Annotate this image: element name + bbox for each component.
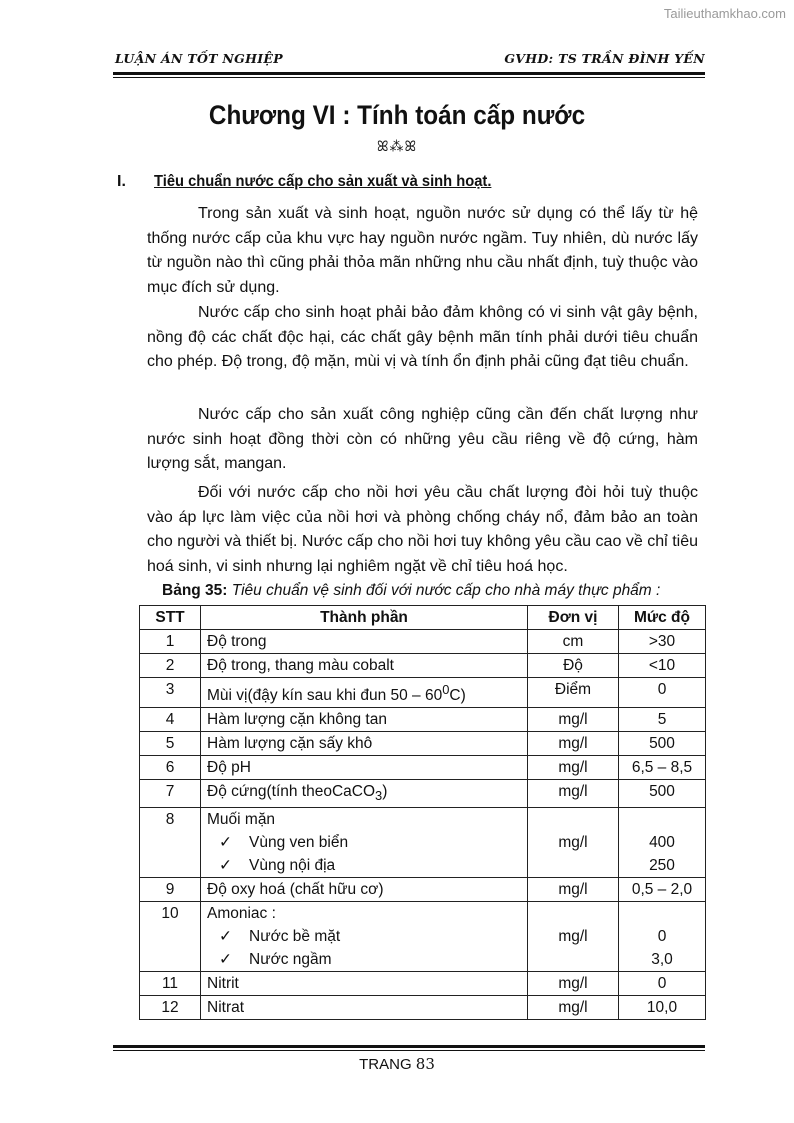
paragraph-text: Trong sản xuất và sinh hoạt, nguồn nước sử dụng có thể lấy từ hệ thống nước cấp của khu vực hay nguồn nước ngầm. Tuy nhiên, dù nước lấy từ nguồn nào thì cũng phải thỏa mãn những nhu cầu nhất định, tuỳ thuộc vào mục đích sử dụng. xyxy=(147,205,698,296)
table-caption xyxy=(162,582,660,600)
cell-unit: mg/l xyxy=(528,996,619,1020)
footer-rule-thick xyxy=(113,1045,705,1048)
cell-unit: mg/l xyxy=(528,780,619,808)
sub-item-label: Nước bề mặt xyxy=(249,928,341,946)
caption-label: Bảng 35: xyxy=(162,582,228,599)
cell-level: 0,5 – 2,0 xyxy=(619,878,706,902)
cell-unit: mg/l xyxy=(528,808,619,878)
cell-name: Độ pH xyxy=(201,756,528,780)
cell-unit: mg/l xyxy=(528,972,619,996)
cell-name: Độ trong xyxy=(201,630,528,654)
cell-name-text: Amoniac : xyxy=(207,905,276,923)
cell-unit: mg/l xyxy=(528,756,619,780)
table-header-row xyxy=(140,606,706,630)
header-component: Thành phần xyxy=(201,606,528,630)
caption-text: Tiêu chuẩn vệ sinh đối với nước cấp cho nhà máy thực phẩm : xyxy=(231,582,661,599)
table-row xyxy=(140,654,706,678)
page-header xyxy=(115,51,705,71)
header-left: LUẬN ÁN TỐT NGHIỆP xyxy=(115,51,283,66)
cell-stt: 6 xyxy=(140,756,201,780)
cell-level: <10 xyxy=(619,654,706,678)
table-row xyxy=(140,708,706,732)
sub-level: 250 xyxy=(649,857,675,875)
table-row xyxy=(140,630,706,654)
check-icon: ✓ xyxy=(219,928,232,946)
table-row xyxy=(140,678,706,708)
cell-stt: 8 xyxy=(140,808,201,878)
table-row xyxy=(140,972,706,996)
cell-name: Hàm lượng cặn không tan xyxy=(201,708,528,732)
cell-level xyxy=(619,808,706,878)
cell-stt: 7 xyxy=(140,780,201,808)
header-level: Mức độ xyxy=(619,606,706,630)
table-row xyxy=(140,996,706,1020)
cell-stt: 3 xyxy=(140,678,201,708)
chapter-title: Chương VI : Tính toán cấp nước xyxy=(208,100,586,130)
ornament-divider: ꕤ⁂ꕤ xyxy=(376,138,418,154)
sub-level: 3,0 xyxy=(651,951,673,969)
check-icon: ✓ xyxy=(219,834,232,852)
sub-item xyxy=(207,948,521,971)
cell-stt: 12 xyxy=(140,996,201,1020)
subscript-3: 3 xyxy=(375,788,383,804)
paragraph-text: Nước cấp cho sinh hoạt phải bảo đảm không có vi sinh vật gây bệnh, nồng độ các chất độc hại, các chất gây bệnh mãn tính phải dưới tiêu chuẩn cho phép. Độ trong, độ mặn, mùi vị và tính ổn định phải cũng đạt tiêu chuẩn. xyxy=(147,304,698,370)
cell-unit: mg/l xyxy=(528,708,619,732)
cell-stt: 10 xyxy=(140,902,201,972)
paragraph-4 xyxy=(147,481,698,579)
cell-level: 5 xyxy=(619,708,706,732)
cell-level: 500 xyxy=(619,732,706,756)
cell-unit: Độ xyxy=(528,654,619,678)
check-icon: ✓ xyxy=(219,951,232,969)
watermark: Tailieuthamkhao.com xyxy=(663,6,786,21)
cell-name-suffix: C) xyxy=(449,687,466,705)
cell-name: Độ trong, thang màu cobalt xyxy=(201,654,528,678)
cell-unit: Điểm xyxy=(528,678,619,708)
sub-item xyxy=(207,854,521,877)
cell-level xyxy=(619,902,706,972)
cell-stt: 1 xyxy=(140,630,201,654)
cell-level: 0 xyxy=(619,678,706,708)
cell-name: Nitrit xyxy=(201,972,528,996)
header-rule-thin xyxy=(113,77,705,78)
cell-name-text: Mùi vị(đậy kín sau khi đun 50 – 60 xyxy=(207,687,443,705)
table-row xyxy=(140,902,706,972)
paragraph-text: Nước cấp cho sản xuất công nghiệp cũng cần đến chất lượng như nước sinh hoạt đồng thời còn có những yêu cầu riêng về độ cứng, hàm lượng sắt, mangan. xyxy=(147,406,698,472)
table-row xyxy=(140,780,706,808)
cell-level: 0 xyxy=(619,972,706,996)
cell-name-text: Muối mặn xyxy=(207,811,276,829)
table-row xyxy=(140,756,706,780)
header-stt: STT xyxy=(140,606,201,630)
cell-name xyxy=(201,780,528,808)
paragraph-text: Đối với nước cấp cho nồi hơi yêu cầu chất lượng đòi hỏi tuỳ thuộc vào áp lực làm việc của nồi hơi và phòng chống cháy nổ, đảm bảo an toàn cho người và thiết bị. Nước cấp cho nồi hơi tuy không yêu cầu cao về chỉ tiêu hoá sinh, vi sinh nhưng lại nghiêm ngặt về chỉ tiêu hoá học. xyxy=(147,484,698,575)
sub-item xyxy=(207,925,521,948)
section-title: Tiêu chuẩn nước cấp cho sản xuất và sinh hoạt. xyxy=(154,173,492,190)
cell-stt: 4 xyxy=(140,708,201,732)
page-number: 83 xyxy=(415,1055,435,1073)
page-footer xyxy=(0,1055,794,1073)
check-icon: ✓ xyxy=(219,857,232,875)
sub-item-label: Nước ngầm xyxy=(249,951,332,969)
cell-level: >30 xyxy=(619,630,706,654)
sub-item xyxy=(207,831,521,854)
sub-item-label: Vùng nội địa xyxy=(249,857,336,875)
paragraph-3 xyxy=(147,403,698,477)
footer-rule-thin xyxy=(113,1050,705,1051)
paragraph-1 xyxy=(147,202,698,300)
section-number: I. xyxy=(117,173,126,190)
table-row xyxy=(140,878,706,902)
table-row xyxy=(140,732,706,756)
cell-name xyxy=(201,808,528,878)
cell-stt: 2 xyxy=(140,654,201,678)
cell-stt: 5 xyxy=(140,732,201,756)
cell-unit: mg/l xyxy=(528,732,619,756)
standards-table xyxy=(139,605,706,1020)
header-rule-thick xyxy=(113,72,705,75)
table-row xyxy=(140,808,706,878)
sub-item-label: Vùng ven biển xyxy=(249,834,349,852)
header-unit: Đơn vị xyxy=(528,606,619,630)
footer-label: TRANG xyxy=(359,1056,412,1073)
cell-name: Độ oxy hoá (chất hữu cơ) xyxy=(201,878,528,902)
cell-stt: 11 xyxy=(140,972,201,996)
sub-level: 0 xyxy=(657,928,667,946)
paragraph-2 xyxy=(147,301,698,375)
cell-name-suffix: ) xyxy=(382,783,388,801)
header-right: GVHD: TS TRẦN ĐÌNH YẾN xyxy=(504,51,705,66)
cell-unit: cm xyxy=(528,630,619,654)
cell-unit: mg/l xyxy=(528,878,619,902)
cell-stt: 9 xyxy=(140,878,201,902)
cell-name-text: Độ cứng(tính theoCaCO xyxy=(207,783,376,801)
superscript-degree: 0 xyxy=(442,682,450,697)
cell-level: 6,5 – 8,5 xyxy=(619,756,706,780)
cell-unit: mg/l xyxy=(528,902,619,972)
cell-name: Hàm lượng cặn sấy khô xyxy=(201,732,528,756)
cell-level: 10,0 xyxy=(619,996,706,1020)
cell-name: Nitrat xyxy=(201,996,528,1020)
cell-level: 500 xyxy=(619,780,706,808)
cell-name xyxy=(201,902,528,972)
sub-level: 400 xyxy=(649,834,675,852)
cell-name xyxy=(201,678,528,708)
